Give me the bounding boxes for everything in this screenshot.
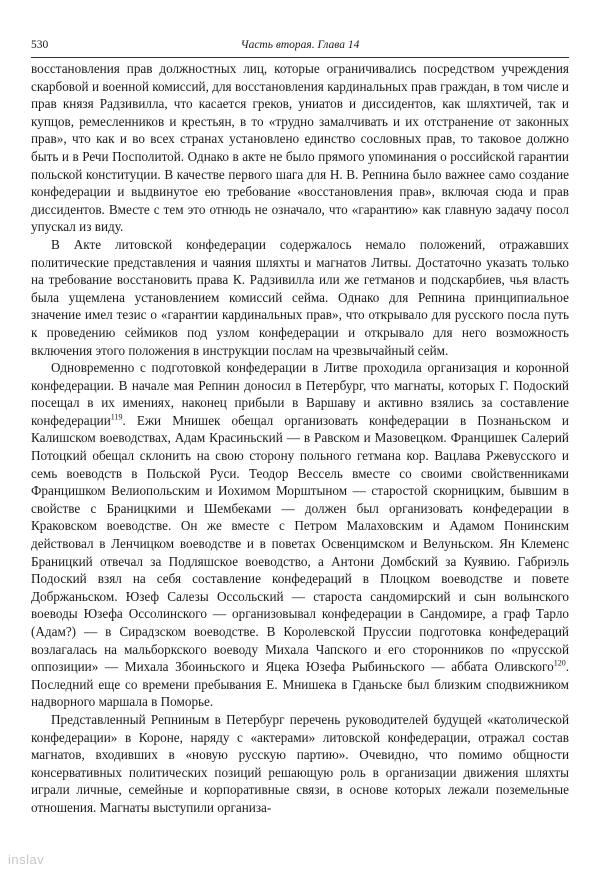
paragraph-4: Представленный Репниным в Петербург перечень руководителей будущей «католической конфедерации» в Короне, наряду с «актерами» литовской конфедерации, отражал состав магнатов, входивших в «новую русскую партию». Очевидно, что помимо общности консервативных политических позиций решающую роль в организации движения шляхты играли личные, семейные и корпоративные связи, в основе которых лежали поземельные отношения. Магнаты выступили организа- — [31, 711, 569, 815]
footnote-ref-119[interactable]: 119 — [110, 412, 123, 422]
page-header — [31, 37, 569, 53]
header-rule — [31, 57, 569, 58]
page-number: 530 — [31, 39, 49, 51]
paragraph-3: Одновременно с подготовкой конфедерации в Литве проходила организация и коронной конфедерации. В начале мая Репнин доносил в Петербург, что магнаты, которых Г. Подоский посещал в их имениях, наконец прибыли в Варшаву и активно взялись за составление конфедерации$^{119}$. Ежи Мнишек обещал организовать конфедерации в Познаньском и Калишском воеводствах, Адам Красиньский — в Равском и Мазовецком. Францишек Салерий Потоцкий обещал склонить на свою сторону польного гетмана кор. Вацлава Ржевусского и семь воеводств в Польской Руси. Теодор Вессель вместе со своими свойственниками Францишком Велиопольским и Иохимом Морштыном — старостой скорницким, бывшим в свойстве с Браницкими и Шембеками — должен был организовать конфедерации в Краковском воеводстве. Он же вместе с Петром Малаховским и Адамом Понинским действовал в Ленчицком воеводстве и в поветах Освенцимском и Велуньском. Ян Клеменс Браницкий отвечал за Подляшское воеводство, а Антони Домбский за Куявию. Габриэль Подоский взял на себя составление конфедераций в Плоцком воеводстве и повете Добржаньском. Юзеф Салезы Оссольский — староста сандомирский и сын волынского воеводы Юзефа Оссолинского — организовывал конфедерации в Сандомире, а граф Тарло (Адам?) — в Сирадзском воеводстве. В Королевской Пруссии подготовка конфедераций возлагалась на мальборкского воеводу Михала Чапского и его сторонников по «прусской оппозиции» — Михала Збоиньского и Яцека Юзефа Рыбиньского — аббата Оливского$^{120}$. Последний еще со времени пребывания Е. Мнишека в Гданьске был близким сподвижником надворного маршала в Поморье. — [31, 360, 569, 710]
watermark: inslav — [8, 852, 45, 867]
running-title: Часть вторая. Глава 14 — [240, 39, 360, 51]
paragraph-1: восстановления прав должностных лиц, которые ограничивались посредством учреждения скарбовой и военной комиссий, для восстановления кардинальных прав граждан, в том числе и прав князя Радзивилла, что касается греков, униатов и диссидентов, как шляхтичей, так и купцов, ремесленников и крестьян, в то «трудно замалчивать и их отстранение от законных прав», что как и во всех странах установлено единство сословных прав, то таковое должно быть и в Речи Посполитой. Однако в акте не было прямого упоминания о российской гарантии польской конституции. В качестве первого шага для Н. В. Репнина было важнее само создание конфедерации и выдвинутое ею требование «восстановления прав», включая сюда и прав диссидентов. Вместе с тем это отнюдь не означало, что «гарантию» как главную задачу посол упускал из виду. — [31, 61, 569, 235]
paragraph-2: В Акте литовской конфедерации содержалось немало положений, отражавших политические представления и чаяния шляхты и магнатов Литвы. Достаточно указать только на требование восстановить права К. Радзивилла или же гетманов и подскарбиев, чья власть была ущемлена установлением комиссий сейма. Однако для Репнина принципиальное значение имел тезис о «гарантии кардинальных прав», что открывало для русского посла путь к проведению сеймиков под узлом конфедерации и открывало для него возможность включения этого положения в инструкции послам на чрезвычайный сейм. — [31, 236, 569, 358]
body-text — [31, 60, 569, 817]
footnote-ref-120[interactable]: 120 — [553, 658, 566, 668]
